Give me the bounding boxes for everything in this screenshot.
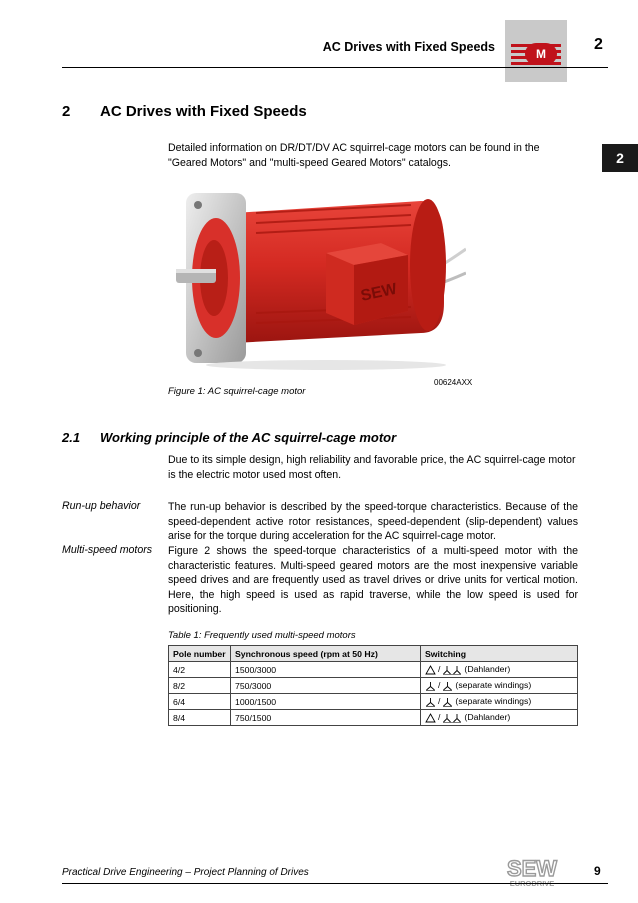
running-header-title: AC Drives with Fixed Speeds	[322, 40, 495, 54]
subsection-intro: Due to its simple design, high reliability and favorable price, the AC squirrel-cage motor is the electric motor used most often.	[168, 454, 576, 481]
switching-type: (Dahlander)	[464, 664, 511, 675]
figure-caption: Figure 1: AC squirrel-cage motor	[168, 386, 306, 397]
table-row	[169, 694, 578, 710]
logo-letter: M	[525, 43, 557, 65]
header-pole-number: Pole number	[169, 646, 231, 662]
figure-code: 00624AXX	[434, 378, 473, 387]
cell-pole-number: 8/2	[169, 678, 231, 694]
star-connection-icon	[425, 680, 441, 691]
cell-pole-number: 8/4	[169, 710, 231, 726]
subsection-number: 2.1	[62, 430, 81, 445]
cell-switching	[421, 710, 578, 726]
switching-type: (separate windings)	[455, 696, 532, 707]
margin-label-multispeed: Multi-speed motors	[62, 544, 153, 556]
switching-slash: /	[438, 696, 441, 707]
star-connection-icon	[425, 696, 441, 707]
star-connection-icon	[442, 680, 455, 690]
switching-slash: /	[438, 680, 441, 691]
cell-pole-number: 4/2	[169, 662, 231, 678]
switching-slash: /	[438, 664, 441, 675]
page-number: 9	[594, 864, 601, 878]
motor-brand-mark: SEW	[359, 280, 399, 305]
cell-switching	[421, 694, 578, 710]
running-header-chapter-number: 2	[594, 36, 603, 53]
subsection-title: Working principle of the AC squirrel-cage motor	[100, 430, 397, 445]
footer-title: Practical Drive Engineering – Project Planning of Drives	[62, 867, 309, 878]
logo-sew-text: SEW	[506, 856, 558, 881]
section-number: 2	[62, 103, 71, 120]
triangle-connection-icon	[425, 712, 441, 723]
chapter-side-tab[interactable]: 2	[602, 144, 638, 172]
table-row	[169, 662, 578, 678]
cell-switching	[421, 662, 578, 678]
margin-label-runup: Run-up behavior	[62, 500, 141, 512]
cell-pole-number: 6/4	[169, 694, 231, 710]
switching-type: (separate windings)	[455, 680, 532, 691]
table-caption: Table 1: Frequently used multi-speed motors	[168, 630, 356, 641]
section-intro: Detailed information on DR/DT/DV AC squirrel-cage motors can be found in the "Geared Motors" and "multi-speed Geared Motors" catalogs.	[168, 142, 540, 169]
cell-sync-speed: 1000/1500	[231, 694, 421, 710]
header-rule	[62, 67, 608, 68]
table-header-row	[169, 646, 578, 662]
chapter-logo	[505, 20, 567, 82]
switching-slash: /	[438, 712, 441, 723]
header-sync-speed: Synchronous speed (rpm at 50 Hz)	[231, 646, 421, 662]
double-star-connection-icon	[442, 712, 464, 722]
footer-rule	[62, 883, 608, 884]
cell-sync-speed: 1500/3000	[231, 662, 421, 678]
paragraph-multispeed: Figure 2 shows the speed-torque characteristics of a multi-speed motor with the characteristic features. Multi-speed geared motors are the most inexpensive variable speed drives and are frequently used as travel drives or drive units for vertical motion. Here, the high speed is used as rapid traverse, while the low speed is used for positioning.	[168, 545, 578, 616]
table-row	[169, 710, 578, 726]
paragraph-runup: The run-up behavior is described by the speed-torque characteristics. Because of the speed-dependent active rotor resistances, speed-dependent (slip-dependent) values arise for the torque during acceleration for the AC squirrel-cage motor.	[168, 501, 578, 543]
cell-switching	[421, 678, 578, 694]
cell-sync-speed: 750/3000	[231, 678, 421, 694]
table-row	[169, 678, 578, 694]
triangle-connection-icon	[425, 664, 441, 675]
section-title: AC Drives with Fixed Speeds	[100, 103, 307, 120]
double-star-connection-icon	[442, 664, 464, 674]
header-switching: Switching	[421, 646, 578, 662]
star-connection-icon	[442, 696, 455, 706]
cell-sync-speed: 750/1500	[231, 710, 421, 726]
multi-speed-table	[168, 645, 578, 726]
switching-type: (Dahlander)	[464, 712, 511, 723]
motor-photo	[176, 183, 466, 373]
